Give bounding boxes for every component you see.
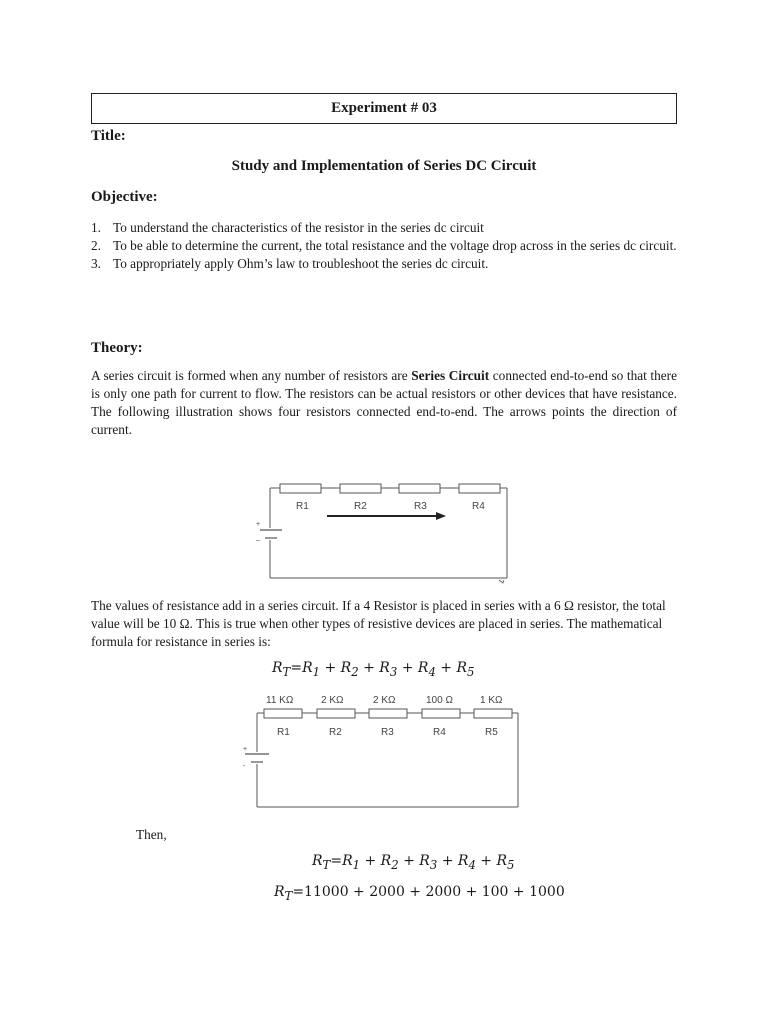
resistor-value-3: 2 KΩ: [373, 695, 396, 706]
resistor-label-r2: R2: [354, 501, 367, 512]
experiment-number: Experiment # 03: [331, 100, 437, 116]
battery-symbol-2: [245, 754, 269, 762]
theory-paragraph-1: A series circuit is formed when any number of resistors are Series Circuit connected end-to-end so that there is only one path for current to flow. The resistors can be actual resistors or other devices that have resistance. The following illustration shows four resistors connected end-to-end. The arrows points the direction of current.: [91, 368, 677, 437]
resistance-sum-formula-2: $R_T=R_1 + R_2 + R_3 + R_4 + R_5$: [312, 853, 515, 872]
resistor-1k: [474, 709, 512, 718]
resistance-sum-formula-1: $R_T=R_1 + R_2 + R_3 + R_4 + R_5$: [272, 660, 475, 679]
series-circuit-diagram-1: [250, 478, 520, 588]
then-text: Then,: [136, 827, 167, 842]
resistor-r1: [280, 484, 321, 493]
theory-paragraph-2: The values of resistance add in a series circuit. If a 4 Resistor is placed in series with a 6 Ω resistor, the total value will be 10 Ω. This is true when other types of resistive devices are placed in series. The mathematical formula for resistance in series is:: [91, 598, 666, 649]
resistor-r3: [399, 484, 440, 493]
resistor-11k: [264, 709, 302, 718]
resistor-value-2: 2 KΩ: [321, 695, 344, 706]
resistor-value-1: 11 KΩ: [266, 695, 294, 706]
resistor-label-r1: R1: [296, 501, 309, 512]
title-label: Title:: [91, 128, 126, 144]
resistor-label-r2-2: R2: [329, 727, 342, 738]
series-circuit-diagram-2: [238, 690, 528, 812]
resistor-value-4: 100 Ω: [426, 695, 453, 706]
battery-minus-label: –: [256, 537, 260, 544]
resistor-label-r4-2: R4: [433, 727, 446, 738]
battery-minus-label-2: -: [243, 763, 246, 770]
resistor-r2: [340, 484, 381, 493]
resistor-label-r3: R3: [414, 501, 427, 512]
resistor-r4: [459, 484, 500, 493]
resistor-2k-b: [369, 709, 407, 718]
resistor-label-r1-2: R1: [277, 727, 290, 738]
experiment-header: [91, 93, 677, 124]
resistor-100: [422, 709, 460, 718]
battery-symbol: [260, 530, 282, 538]
objective-item-1: 1. To understand the characteristics of the resistor in the series dc circuit: [91, 220, 484, 235]
resistor-2k-a: [317, 709, 355, 718]
resistor-label-r3-2: R3: [381, 727, 394, 738]
objective-item-3: 3. To appropriately apply Ohm’s law to troubleshoot the series dc circuit.: [91, 256, 489, 271]
resistance-values-formula: $R_T=11000 + 2000 + 2000 + 100 + 1000$: [274, 884, 565, 903]
objective-label: Objective:: [91, 189, 158, 205]
theory-label: Theory:: [91, 340, 143, 356]
corner-mark: [499, 580, 504, 583]
document-title: Study and Implementation of Series DC Circuit: [231, 158, 537, 174]
battery-plus-label-2: +: [243, 746, 248, 753]
resistor-label-r4: R4: [472, 501, 485, 512]
resistor-value-5: 1 KΩ: [480, 695, 503, 706]
battery-plus-label: +: [256, 521, 261, 528]
objective-item-2: 2. To be able to determine the current, the total resistance and the voltage drop across in the series dc circuit.: [91, 238, 677, 253]
current-arrow-head: [436, 512, 446, 520]
objective-list: [91, 219, 677, 273]
resistor-label-r5-2: R5: [485, 727, 498, 738]
